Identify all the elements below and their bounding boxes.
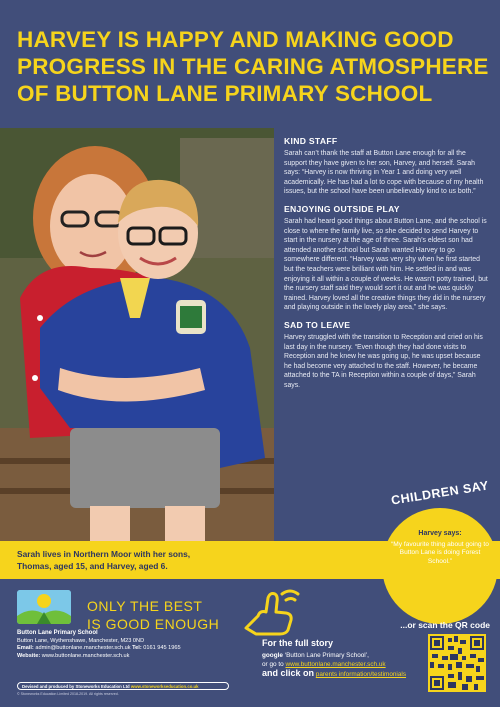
devised-text: Devised and produced by Stoneworks Education Ltd	[22, 684, 130, 689]
headline-line-3: OF BUTTON LANE PRIMARY SCHOOL	[17, 81, 433, 106]
school-email[interactable]: admin@buttonlane.manchester.sch.uk	[35, 645, 131, 652]
logo-icon	[17, 590, 71, 624]
school-tel[interactable]: 0161 945 1965	[143, 645, 181, 652]
mother-and-son-photo	[0, 128, 274, 541]
click-line	[262, 669, 432, 679]
section-heading: KIND STAFF	[284, 136, 338, 146]
qr-label: ...or scan the QR code	[400, 620, 490, 630]
section-body: Sarah had heard good things about Button Lane, and the school is close to where the family live, so she decided to send Harvey to start in the nursery at the age of three. Sarah’s eldest son had attended another school but Sarah wanted Harvey to go somewhere different. “Harvey was very shy when he first started but the teachers were brilliant with him. He settled in and was enjoying it all within a couple of weeks. He wasn’t potty trained, but the nursery staff said they would sort it out and he was quickly trained. Harvey loved all the creative things they did in the nursery and playing outside in the lovely play area,” she says.	[284, 217, 488, 312]
testimonials-link[interactable]: parents information/testimonials	[315, 671, 407, 678]
badge-quote: “My favourite thing about going to Button Lane is doing Forest School.”	[391, 541, 489, 565]
badge-title: CHILDREN SAY	[390, 478, 490, 508]
headline-line-1: HARVEY IS HAPPY AND MAKING GOOD	[17, 27, 454, 52]
tap-hand-icon	[238, 586, 310, 636]
section-body: Harvey struggled with the transition to Reception and cried on his last day in the nursery. “Even though they had done visits to Reception and he knew he was going up, he was upset because he had become very attached to the staff. However, he became attached to the TA in Reception within a couple of days,” Sarah says.	[284, 333, 483, 389]
goto-prefix: or go to	[262, 661, 284, 668]
google-line	[262, 651, 432, 660]
motto-line-1: ONLY THE BEST	[87, 598, 203, 614]
section-body: Sarah can’t thank the staff at Button Lane enough for all the support they have given to her son, Harvey, and herself. Sarah says: “Harvey is now thriving in Year 1 and doing very well academically. He has had a lot to cope with because of my health issues, but the school have been unbelievably kind to us both.”	[284, 150, 484, 196]
qr-code-icon	[428, 634, 486, 692]
caption-line-2: Thomas, aged 15, and Harvey, aged 6.	[17, 561, 168, 571]
school-name: Button Lane Primary School	[17, 630, 98, 636]
school-address: Button Lane, Wythenshawe, Manchester, M23 0ND	[17, 637, 145, 644]
website-label: Website:	[17, 652, 41, 659]
headline-line-2: PROGRESS IN THE CARING ATMOSPHERE	[17, 54, 489, 79]
section-heading: SAD TO LEAVE	[284, 319, 351, 330]
motto-line-2: IS GOOD ENOUGH	[87, 616, 220, 632]
devised-url[interactable]: www.stoneworkseducation.co.uk	[130, 684, 199, 689]
tel-label: Tel:	[132, 645, 142, 652]
school-website-line	[17, 653, 227, 661]
school-contact	[17, 630, 227, 660]
copyright: © Stoneworks Education Limited 2018-2019. All rights reserved.	[17, 692, 119, 696]
headline	[17, 26, 487, 107]
footer-credit	[17, 682, 229, 690]
click-prefix: and click on	[262, 668, 315, 678]
article	[284, 136, 488, 397]
google-prefix: google	[262, 652, 283, 659]
qr-code[interactable]	[428, 634, 486, 692]
full-story-title: For the full story	[262, 638, 334, 648]
email-label: Email:	[17, 645, 34, 652]
school-website[interactable]: www.buttonlane.manchester.sch.uk	[41, 652, 130, 659]
photo-caption	[17, 548, 317, 572]
section-heading: ENJOYING OUTSIDE PLAY	[284, 203, 400, 214]
google-query: ‘Button Lane Primary School’,	[284, 652, 369, 659]
school-email-tel	[17, 645, 227, 653]
school-logo	[17, 590, 71, 624]
badge-speaker: Harvey says:	[418, 530, 462, 537]
website-link[interactable]: www.buttonlane.manchester.sch.uk	[285, 661, 386, 668]
full-story	[262, 638, 432, 679]
photo-illustration	[0, 128, 274, 541]
motto	[87, 597, 219, 633]
caption-line-1: Sarah lives in Northern Moor with her sons,	[17, 549, 191, 559]
